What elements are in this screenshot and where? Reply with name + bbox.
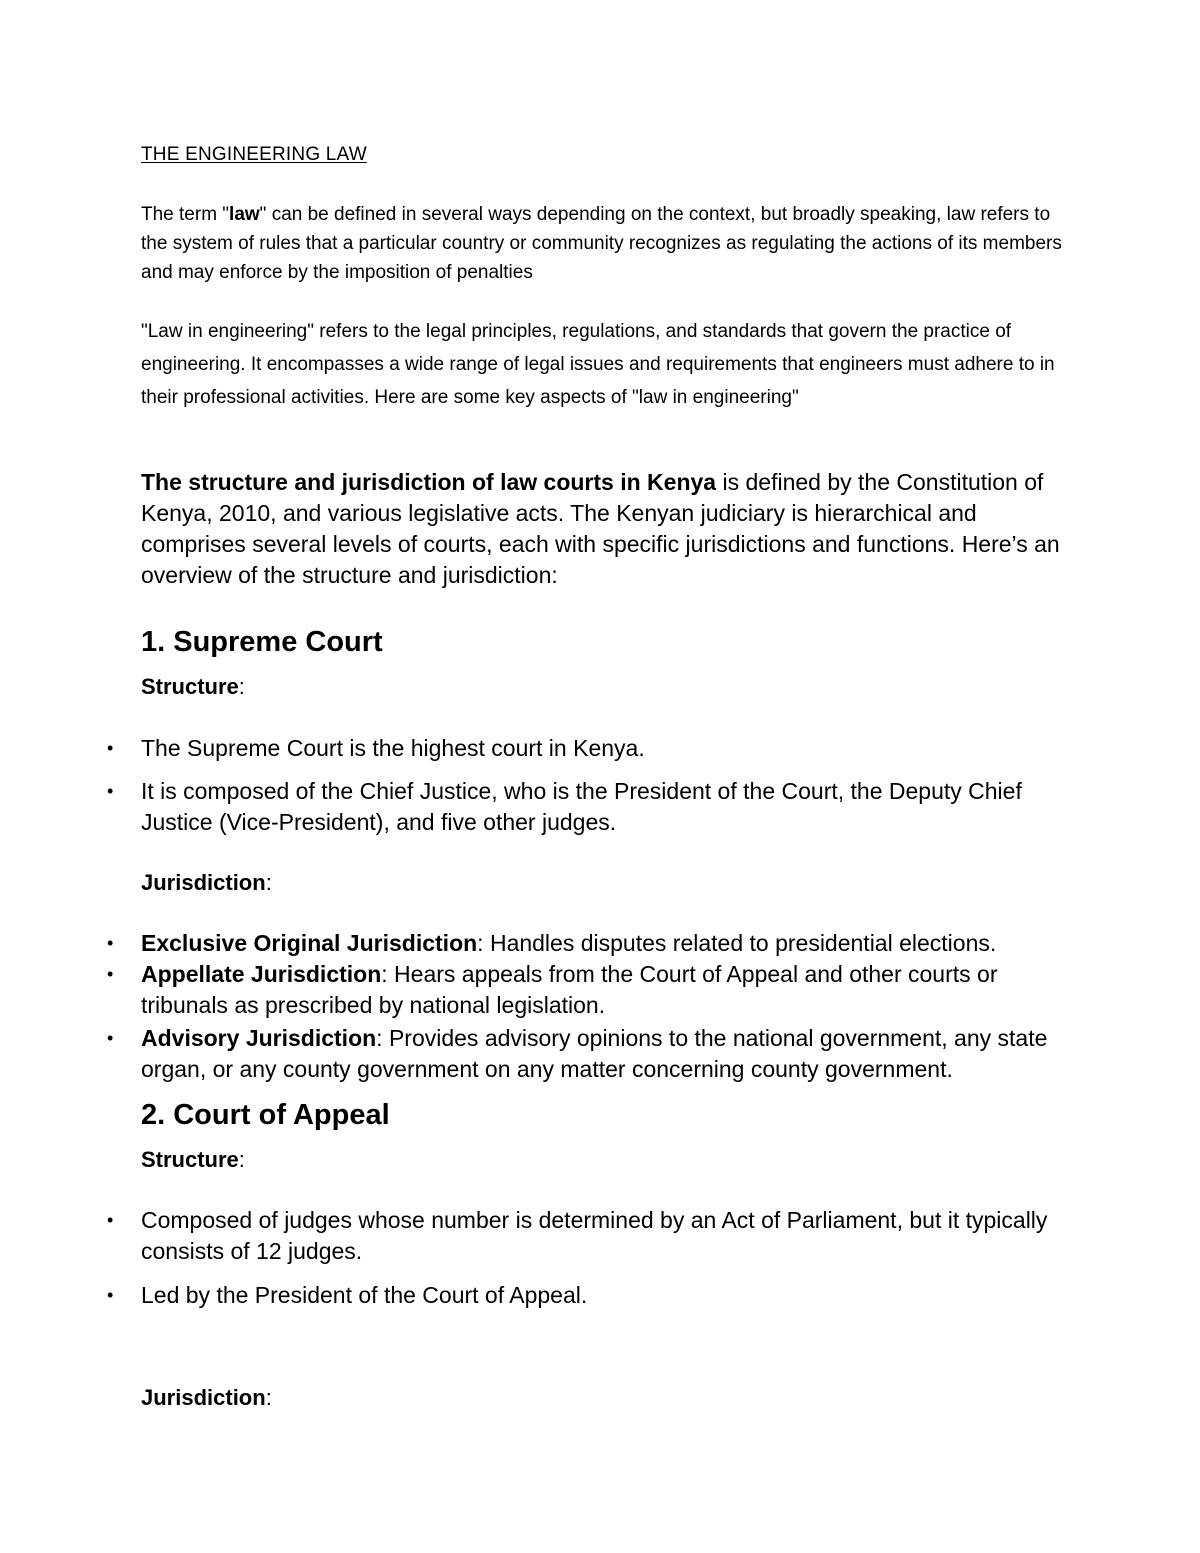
supreme-structure-label: Structure:: [141, 674, 245, 699]
list-item: [107, 928, 1077, 959]
list-item-text: It is composed of the Chief Justice, who is the President of the Court, the Deputy Chief Justice (Vice-President), and five other judges.: [141, 778, 1022, 835]
court-structure-intro-paragraph: [141, 467, 1076, 591]
para1-bold-term: law: [229, 204, 260, 225]
appeal-jurisdiction-label: Jurisdiction:: [141, 1385, 272, 1410]
bullet-icon: •: [107, 933, 114, 953]
list-item: [107, 733, 1077, 764]
list-item-text: Exclusive Original Jurisdiction: Handles disputes related to presidential elections.: [141, 930, 997, 956]
supreme-court-heading: 1. Supreme Court: [141, 626, 383, 658]
list-item: [107, 1280, 1077, 1311]
list-item: [107, 776, 1077, 838]
law-in-engineering-paragraph: "Law in engineering" refers to the legal principles, regulations, and standards that govern the practice of engineering. It encompasses a wide range of legal issues and requirements that engineers must adhere to in their professional activities. Here are some key aspects of "law in engineering": [141, 321, 1055, 408]
bullet-icon: •: [107, 1285, 114, 1305]
bullet-icon: •: [107, 1028, 114, 1048]
jurisdiction-term: Advisory Jurisdiction: [141, 1025, 377, 1051]
list-item-text: Appellate Jurisdiction: Hears appeals from the Court of Appeal and other courts or tribunals as prescribed by national legislation.: [141, 961, 998, 1018]
supreme-jurisdiction-label-text: Jurisdiction: [141, 870, 266, 895]
appeal-structure-label-text: Structure: [141, 1147, 239, 1172]
list-item-text: Advisory Jurisdiction: Provides advisory opinions to the national government, any state organ, or any county government on any matter concerning county government.: [141, 1025, 1048, 1082]
list-item-text: Led by the President of the Court of Appeal.: [141, 1282, 588, 1308]
jurisdiction-term: Exclusive Original Jurisdiction: [141, 930, 478, 956]
bullet-icon: •: [107, 738, 114, 758]
list-item-text: The Supreme Court is the highest court in Kenya.: [141, 735, 645, 761]
jurisdiction-desc: Hears appeals from the Court of Appeal and other courts or tribunals as prescribed by national legislation.: [141, 961, 998, 1018]
list-item-text: Composed of judges whose number is determined by an Act of Parliament, but it typically consists of 12 judges.: [141, 1207, 1048, 1264]
list-item: [107, 959, 1077, 1021]
supreme-jurisdiction-label: Jurisdiction:: [141, 870, 272, 895]
jurisdiction-desc: Provides advisory opinions to the national government, any state organ, or any county government on any matter concerning county government.: [141, 1025, 1048, 1082]
law-definition-paragraph: [141, 200, 1071, 287]
intro-text: is defined by the Constitution of Kenya, 2010, and various legislative acts. The Kenyan judiciary is hierarchical and comprises several levels of courts, each with specific jurisdictions and functions. Here’s an overview of the structure and jurisdiction:: [141, 469, 1060, 588]
list-item: [107, 1023, 1077, 1085]
intro-bold-lead: The structure and jurisdiction of law courts in Kenya: [141, 469, 717, 495]
appeal-structure-label: Structure:: [141, 1147, 245, 1172]
bullet-icon: •: [107, 1210, 114, 1230]
court-of-appeal-heading: 2. Court of Appeal: [141, 1099, 390, 1131]
bullet-icon: •: [107, 781, 114, 801]
document-title: THE ENGINEERING LAW: [141, 144, 367, 165]
appeal-jurisdiction-label-text: Jurisdiction: [141, 1385, 266, 1410]
para1-text-start: The term ": [141, 204, 230, 225]
list-item: [107, 1205, 1077, 1267]
para1-text-end: " can be defined in several ways depending on the context, but broadly speaking, law refers to the system of rules that a particular country or community recognizes as regulating the actions of its members and may enforce by the imposition of penalties: [141, 204, 1062, 283]
jurisdiction-term: Appellate Jurisdiction: [141, 961, 382, 987]
jurisdiction-desc: Handles disputes related to presidential elections.: [483, 930, 997, 956]
bullet-icon: •: [107, 964, 114, 984]
supreme-structure-label-text: Structure: [141, 674, 239, 699]
